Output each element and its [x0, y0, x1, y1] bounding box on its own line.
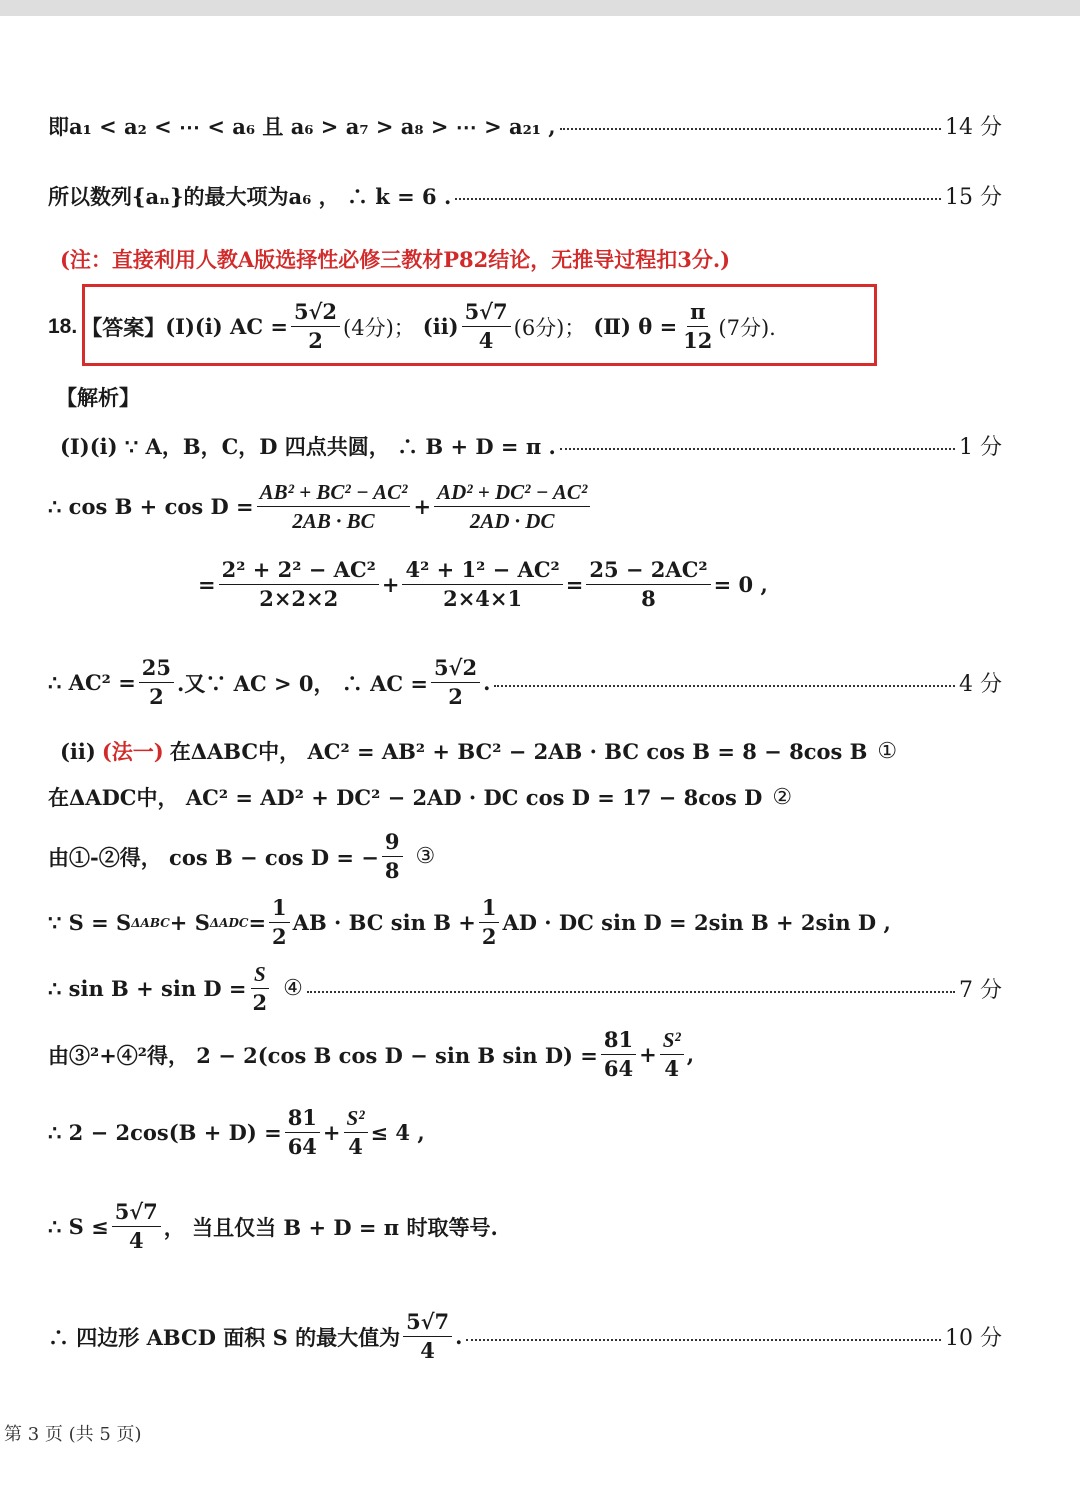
eighty-one-64-fraction — [601, 1028, 636, 1081]
subscript-abc: ΔABC — [131, 915, 170, 930]
subscript-adc: ΔADC — [209, 915, 249, 930]
line-lead: ∴ 2 − 2cos(B + D) = — [48, 1120, 282, 1146]
line-lead: ∴ 四边形 ABCD 面积 S 的最大值为 — [48, 1324, 401, 1350]
note-text: (注：直接利用人教A版选择性必修三教材P82结论，无推导过程扣3分.) — [60, 247, 731, 272]
fraction-denominator: 2 — [448, 684, 463, 710]
line-middle: AB · BC sin B + — [292, 910, 476, 936]
fraction-numerator: S — [251, 962, 269, 989]
line-lead: ∴ AC² = — [48, 670, 136, 696]
score-label: 14 分 — [945, 115, 1002, 140]
solution-line-15 — [48, 180, 1002, 211]
line-tail: ≤ 4 , — [370, 1120, 425, 1146]
analysis-label: 【解析】 — [56, 385, 140, 410]
line-text: (Ⅰ)(ⅰ) ∵ A，B，C，D 四点共圆， ∴ B + D = π . — [60, 433, 556, 459]
fraction-numerator: 5√2 — [431, 656, 480, 683]
s-half-fraction — [250, 962, 271, 1015]
solution-step-1 — [60, 430, 1002, 461]
line-tail: ， 当且仅当 B + D = π 时取等号. — [163, 1214, 498, 1240]
equals-sign: = — [198, 572, 216, 598]
line-lead: ∵ S = S — [48, 910, 132, 936]
dot-leader — [494, 685, 955, 687]
fraction-denominator: 4 — [478, 328, 494, 354]
fraction-numerator: 9 — [382, 830, 403, 857]
part-1-ii: (ⅱ) — [422, 314, 459, 340]
numeric-fraction-1 — [219, 558, 379, 611]
fraction-numerator: 5√2 — [291, 300, 340, 327]
line-lead: 由③²+④²得， 2 − 2(cos B cos D − sin B sin D) = — [48, 1042, 598, 1068]
fraction-numerator: 1 — [269, 896, 290, 923]
question-number: 18. — [48, 314, 78, 338]
plus-sign: + — [413, 494, 432, 520]
answer-label: 【答案】 — [81, 314, 166, 340]
equals-sign: = — [565, 572, 584, 598]
solution-step-12 — [48, 1200, 1000, 1253]
fraction-numerator: π — [687, 300, 708, 327]
numeric-fraction-2 — [402, 558, 562, 611]
q18-answer-line — [48, 300, 776, 353]
s-squared-quarter-fraction — [660, 1028, 684, 1081]
solution-step-11 — [48, 1106, 1000, 1159]
line-text: 在ΔABC中， AC² = AB² + BC² − 2AB · BC cos B = 8 − 8cos B — [169, 739, 868, 764]
page-footer: 第 3 页 (共 5 页) — [4, 1424, 142, 1445]
fraction-numerator: 5√7 — [112, 1200, 161, 1227]
line-tail: , — [686, 1042, 695, 1068]
fraction-denominator: 2×2×2 — [259, 586, 339, 612]
fraction-numerator: 1 — [479, 896, 500, 923]
line-lead: ∴ cos B + cos D = — [48, 494, 254, 520]
line-middle: .又∵ AC > 0， ∴ AC = — [177, 670, 429, 696]
fraction-numerator: 5√7 — [462, 300, 511, 327]
fraction-numerator: AD² + DC² − AC² — [434, 480, 590, 507]
ac-fraction — [431, 656, 480, 709]
fraction-denominator: 12 — [683, 328, 713, 354]
line-lead: (ⅱ) — [60, 738, 96, 764]
nine-eighths-fraction — [382, 830, 403, 883]
score-label: 10 分 — [945, 1326, 1002, 1352]
fraction-numerator: 4² + 1² − AC² — [402, 558, 562, 585]
fraction-numerator: 81 — [601, 1028, 636, 1055]
fraction-denominator: 4 — [420, 1338, 435, 1364]
analysis-heading — [56, 382, 1000, 412]
fraction-denominator: 4 — [128, 1228, 144, 1254]
numeric-fraction-3 — [586, 558, 710, 611]
dot-leader — [307, 991, 955, 993]
fraction-denominator: 2 — [272, 924, 287, 950]
dot-leader — [466, 1339, 941, 1341]
solution-step-3 — [198, 558, 1000, 611]
solution-step-10 — [48, 1028, 1000, 1081]
fraction-denominator: 4 — [664, 1056, 680, 1082]
ac-squared-fraction — [139, 656, 174, 709]
half-fraction-2 — [479, 896, 500, 949]
eighty-one-64-fraction — [285, 1106, 320, 1159]
max-area-fraction — [112, 1200, 161, 1253]
red-note — [60, 244, 1000, 274]
solution-step-4 — [48, 656, 1002, 709]
solution-step-8 — [48, 896, 1000, 949]
line-lead: 由①-②得， cos B − cos D = − — [48, 844, 379, 870]
fraction-numerator: 25 — [139, 656, 174, 683]
max-area-fraction — [403, 1310, 452, 1363]
equation-mark: ② — [772, 784, 793, 810]
plus-sign: + — [322, 1120, 341, 1146]
score-label: 7 分 — [959, 978, 1002, 1004]
plus-sign: + — [639, 1042, 657, 1068]
fraction-numerator: 2² + 2² − AC² — [219, 558, 379, 585]
score-label: 15 分 — [945, 185, 1002, 210]
plus-sign: + — [381, 572, 400, 598]
fraction-numerator: S² — [660, 1028, 684, 1055]
method-label: (法一) — [101, 739, 164, 764]
answer-3-fraction — [680, 300, 715, 353]
line-text: 即a₁ < a₂ < ⋯ < a₆ 且 a₆ > a₇ > a₈ > ⋯ > a₂₁ , — [48, 113, 556, 139]
answer-2-points: (6分)； — [513, 315, 586, 340]
fraction-denominator: 2 — [149, 684, 164, 710]
fraction-denominator: 64 — [603, 1056, 634, 1082]
dot-leader — [455, 198, 941, 200]
fraction-numerator: S² — [344, 1106, 368, 1133]
solution-step-2 — [48, 480, 1000, 533]
answer-1-fraction — [291, 300, 340, 353]
solution-step-7 — [48, 830, 1000, 883]
line-lead: ∴ sin B + sin D = — [48, 976, 247, 1002]
fraction-denominator: 2AB · BC — [292, 509, 375, 534]
fraction-denominator: 2AD · DC — [469, 509, 555, 534]
cos-d-fraction — [434, 480, 590, 533]
half-fraction-1 — [269, 896, 290, 949]
viewer-top-bar — [0, 0, 1080, 16]
fraction-denominator: 8 — [384, 858, 400, 884]
fraction-denominator: 8 — [641, 586, 656, 612]
line-text: 在ΔADC中， AC² = AD² + DC² − 2AD · DC cos D = 17 − 8cos D — [48, 785, 763, 810]
line-tail: AD · DC sin D = 2sin B + 2sin D , — [502, 910, 891, 936]
s-squared-quarter-fraction — [344, 1106, 368, 1159]
part-1-i: (Ⅰ)(ⅰ) AC = — [165, 314, 288, 340]
fraction-denominator: 2 — [481, 924, 497, 950]
equals-sign: = — [248, 910, 267, 936]
fraction-numerator: 5√7 — [403, 1310, 452, 1337]
answer-1-points: (4分)； — [343, 315, 415, 340]
fraction-denominator: 4 — [348, 1134, 363, 1160]
solution-step-5 — [60, 736, 1000, 766]
solution-line-14 — [48, 110, 1002, 141]
fraction-denominator: 64 — [287, 1134, 317, 1160]
answer-2-fraction — [462, 300, 511, 353]
score-label: 1 分 — [959, 435, 1002, 460]
solution-step-9 — [48, 962, 1002, 1015]
line-tail: . — [455, 1324, 463, 1350]
equation-mark: ③ — [415, 844, 436, 870]
dot-leader — [560, 128, 941, 130]
line-lead: ∴ S ≤ — [48, 1214, 109, 1240]
answer-3-points: (7分). — [718, 315, 776, 340]
fraction-denominator: 2 — [252, 990, 268, 1016]
solution-step-13 — [48, 1310, 1002, 1363]
score-label: 4 分 — [959, 672, 1002, 698]
fraction-numerator: 81 — [285, 1106, 320, 1133]
fraction-numerator: AB² + BC² − AC² — [257, 480, 411, 507]
part-2: (Ⅱ) θ = — [593, 314, 678, 340]
line-text: 所以数列{aₙ}的最大项为a₆ ， ∴ k = 6 . — [48, 183, 452, 209]
solution-step-6 — [48, 782, 1000, 812]
cos-b-fraction — [257, 480, 411, 533]
fraction-denominator: 2 — [308, 328, 323, 354]
line-tail: . — [483, 670, 491, 696]
equation-mark: ④ — [283, 976, 303, 1002]
fraction-numerator: 25 − 2AC² — [586, 558, 710, 585]
equation-mark: ① — [877, 738, 898, 764]
fraction-denominator: 2×4×1 — [443, 586, 523, 612]
line-tail: = 0 , — [713, 572, 768, 598]
dot-leader — [560, 448, 955, 450]
plus-s: + S — [169, 910, 210, 936]
